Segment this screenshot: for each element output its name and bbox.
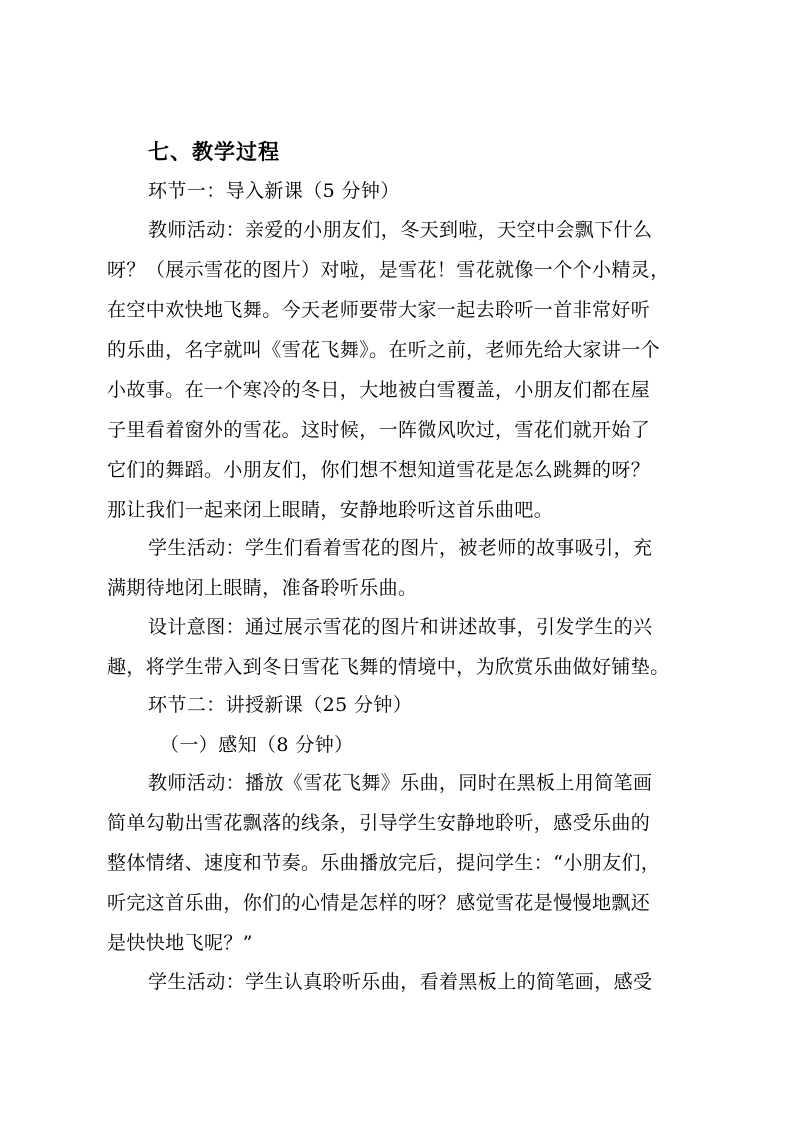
- paragraph-line: 的乐曲，名字就叫《雪花飞舞》。在听之前，老师先给大家讲一个: [107, 339, 661, 361]
- paragraph-line: 那让我们一起来闭上眼睛，安静地聆听这首乐曲吧。: [107, 499, 554, 521]
- paragraph-line: 整体情绪、速度和节奏。乐曲播放完后，提问学生：“小朋友们，: [107, 852, 661, 874]
- paragraph-line: 教师活动：播放《雪花飞舞》乐曲，同时在黑板上用简笔画: [148, 772, 653, 794]
- paragraph-line: 呀？（展示雪花的图片）对啦，是雪花！雪花就像一个个小精灵，: [107, 259, 670, 281]
- paragraph-line: 听完这首乐曲，你们的心情是怎样的呀？感觉雪花是慢慢地飘还: [107, 892, 651, 914]
- paragraph-line: 简单勾勒出雪花飘落的线条，引导学生安静地聆听，感受乐曲的: [107, 812, 651, 834]
- paragraph-line: 学生活动：学生认真聆听乐曲，看着黑板上的简笔画，感受: [148, 971, 653, 993]
- paragraph-line: 教师活动：亲爱的小朋友们，冬天到啦，天空中会飘下什么: [148, 219, 653, 241]
- stage1-heading: 环节一：导入新课（5 分钟）: [148, 180, 400, 202]
- paragraph-line: 趣，将学生带入到冬日雪花飞舞的情境中，为欣赏乐曲做好铺垫。: [107, 656, 670, 678]
- paragraph-line: 在空中欢快地飞舞。今天老师要带大家一起去聆听一首非常好听: [107, 299, 651, 321]
- stage2-heading: 环节二：讲授新课（25 分钟）: [148, 694, 413, 716]
- paragraph-line: 设计意图：通过展示雪花的图片和讲述故事，引发学生的兴: [148, 616, 653, 638]
- paragraph-line: 学生活动：学生们看着雪花的图片，被老师的故事吸引，充: [148, 537, 653, 559]
- section-title: 七、教学过程: [148, 139, 280, 164]
- paragraph-line: 小故事。在一个寒冷的冬日，大地被白雪覆盖，小朋友们都在屋: [107, 379, 651, 401]
- paragraph-line: 满期待地闭上眼睛，准备聆听乐曲。: [107, 577, 418, 599]
- paragraph-line: 子里看着窗外的雪花。这时候，一阵微风吹过，雪花们就开始了: [107, 419, 651, 441]
- stage2-subheading: （一）感知（8 分钟）: [160, 734, 354, 756]
- paragraph-line: 它们的舞蹈。小朋友们，你们想不想知道雪花是怎么跳舞的呀？: [107, 459, 651, 481]
- paragraph-line: 是快快地飞呢？”: [107, 932, 253, 954]
